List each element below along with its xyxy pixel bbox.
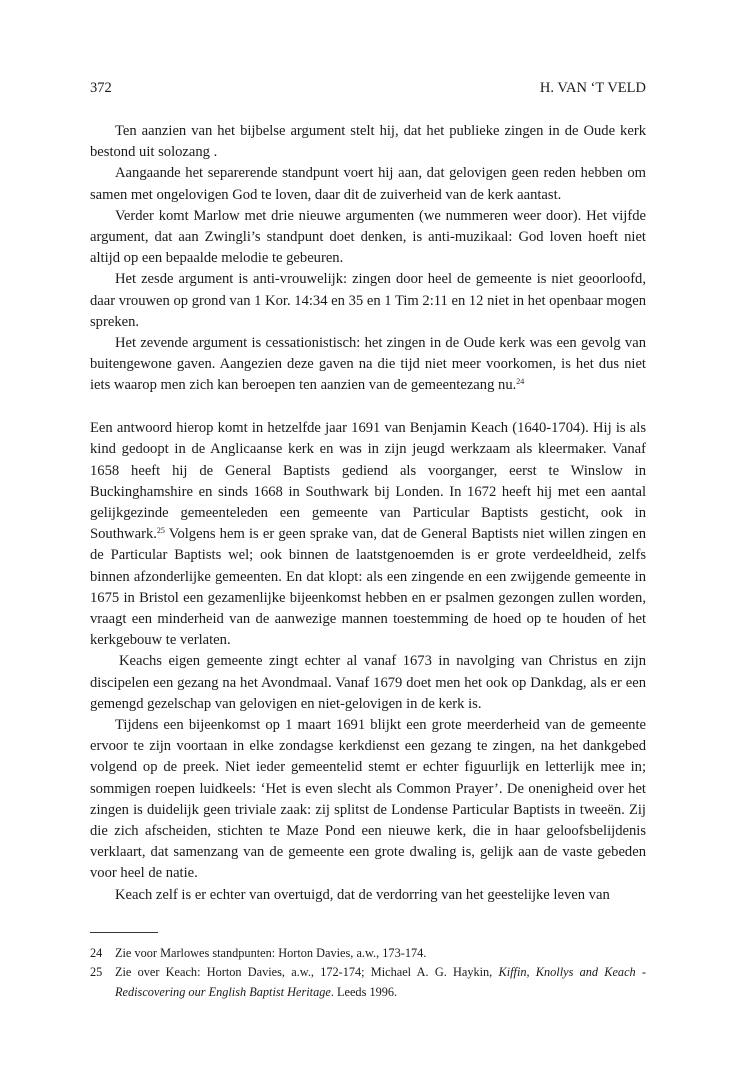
footnote-number: 24 <box>90 946 103 960</box>
footnote-book-title: Kiffin, Knollys and Keach - Rediscovering our English Baptist Heritage <box>115 965 646 999</box>
body-text <box>90 121 646 906</box>
footnote-text-end: . Leeds 1996. <box>330 984 398 999</box>
page-header <box>90 80 646 100</box>
footnote <box>90 944 646 963</box>
paragraph: Een antwoord hierop komt in hetzelfde jaar 1691 van Benjamin Keach (1640-1704). Hij is als kind gedoopt in de Anglicaanse kerk en was in zijn jeugd werkzaam als kleermaker. Vanaf 1658 heeft hij de General Baptists gediend als voorganger, eerst te Winslow in Buckinghamshire en sinds 1668 in Southwark bij Londen. In 1672 heeft hij met een aantal gelijkgezinde gemeenteleden een gemeente van Particular Baptists gesticht, ook in Southwark.$^{25}$ Volgens hem is er geen sprake van, dat de General Baptists niet willen zingen en de Particular Baptists wel; ook binnen de laatstgenoemden is er grote verdeeldheid, zelfs binnen afzonderlijke gemeenten. En dat klopt: als een zingende en een zwijgende gemeente in 1675 in Bristol een gezamenlijke bijeenkomst hebben en er psalmen gezongen zullen worden, vraagt een minderheid van de aanwezige mannen toestemming de hoed op te houden of het kerkgebouw te verlaten. <box>90 420 646 649</box>
paragraph: Ten aanzien van het bijbelse argument stelt hij, dat het publieke zingen in de Oude kerk bestond uit solozang . <box>90 123 646 161</box>
footnote-number: 25 <box>90 965 103 980</box>
footnote-ref: 25 <box>156 526 165 536</box>
paragraph: Keach zelf is er echter van overtuigd, dat de verdorring van het geestelijke leven van <box>115 886 610 903</box>
footnote-separator <box>90 932 158 933</box>
paragraph: Het zevende argument is cessationistisch: het zingen in de Oude kerk was een gevolg van buitengewone gaven. Aangezien deze gaven na die tijd niet meer voorkomen, is het dus niet iets waarop men zich kan beroepen ten aanzien van de gemeentezang nu.$^{24}$ <box>90 335 646 394</box>
footnote <box>90 963 646 1002</box>
footnote-text: Zie over Keach: Horton Davies, a.w., 172-174; Michael A. G. Haykin, <box>115 965 493 980</box>
paragraph: Aangaande het separerende standpunt voert hij aan, dat gelovigen geen reden hebben om samen met ongelovigen God te loven, daar dit de zuiverheid van de kerk aantast. <box>90 165 646 203</box>
paragraph: Verder komt Marlow met drie nieuwe argumenten (we nummeren weer door). Het vijfde argument, dat aan Zwingli’s standpunt doet denken, is anti-muzikaal: God loven hoeft niet altijd op een bepaalde melodie te gebeuren. <box>90 207 646 267</box>
page-number: 372 <box>90 80 112 96</box>
footnotes <box>90 944 646 1002</box>
paragraph: Keachs eigen gemeente zingt echter al vanaf 1673 in navolging van Christus en zijn discipelen een gezang na het Avondmaal. Vanaf 1679 doet men het ook op Dankdag, als er een gemengd gezelschap van gelovigen en niet-gelovigen in de kerk is. <box>90 653 646 712</box>
footnote-ref: 24 <box>516 377 525 387</box>
paragraph: Het zesde argument is anti-vrouwelijk: zingen door heel de gemeente is niet geoorloofd, daar vrouwen op grond van 1 Kor. 14:34 en 35 en 1 Tim 2:11 en 12 niet in het openbaar mogen spreken. <box>90 271 646 330</box>
section-gap <box>90 397 646 419</box>
footnote-text: Zie voor Marlowes standpunten: Horton Davies, a.w., 173-174. <box>115 946 427 960</box>
paragraph: Tijdens een bijeenkomst op 1 maart 1691 blijkt een grote meerderheid van de gemeente ervoor te zijn voortaan in elke zondagse kerkdienst een gezang te zingen, na het dankgebed volgend op de preek. Niet ieder gemeentelid stemt er echter figuurlijk en letterlijk mee in; sommigen roepen luidkeels: ‘Het is even slecht als Common Prayer’. De onenigheid over het zingen is duidelijk geen triviale zaak: zij splitst de Londense Particular Baptists in tweeën. Zij die zich afscheiden, stichten te Maze Pond een nieuwe kerk, die in haar geloofsbelijdenis verklaart, dat samenzang van de gemeente een grote dwaling is, gelijk aan de vaste gebeden voor heel de natie. <box>90 716 646 882</box>
running-head: H. VAN ‘T VELD <box>539 80 646 96</box>
